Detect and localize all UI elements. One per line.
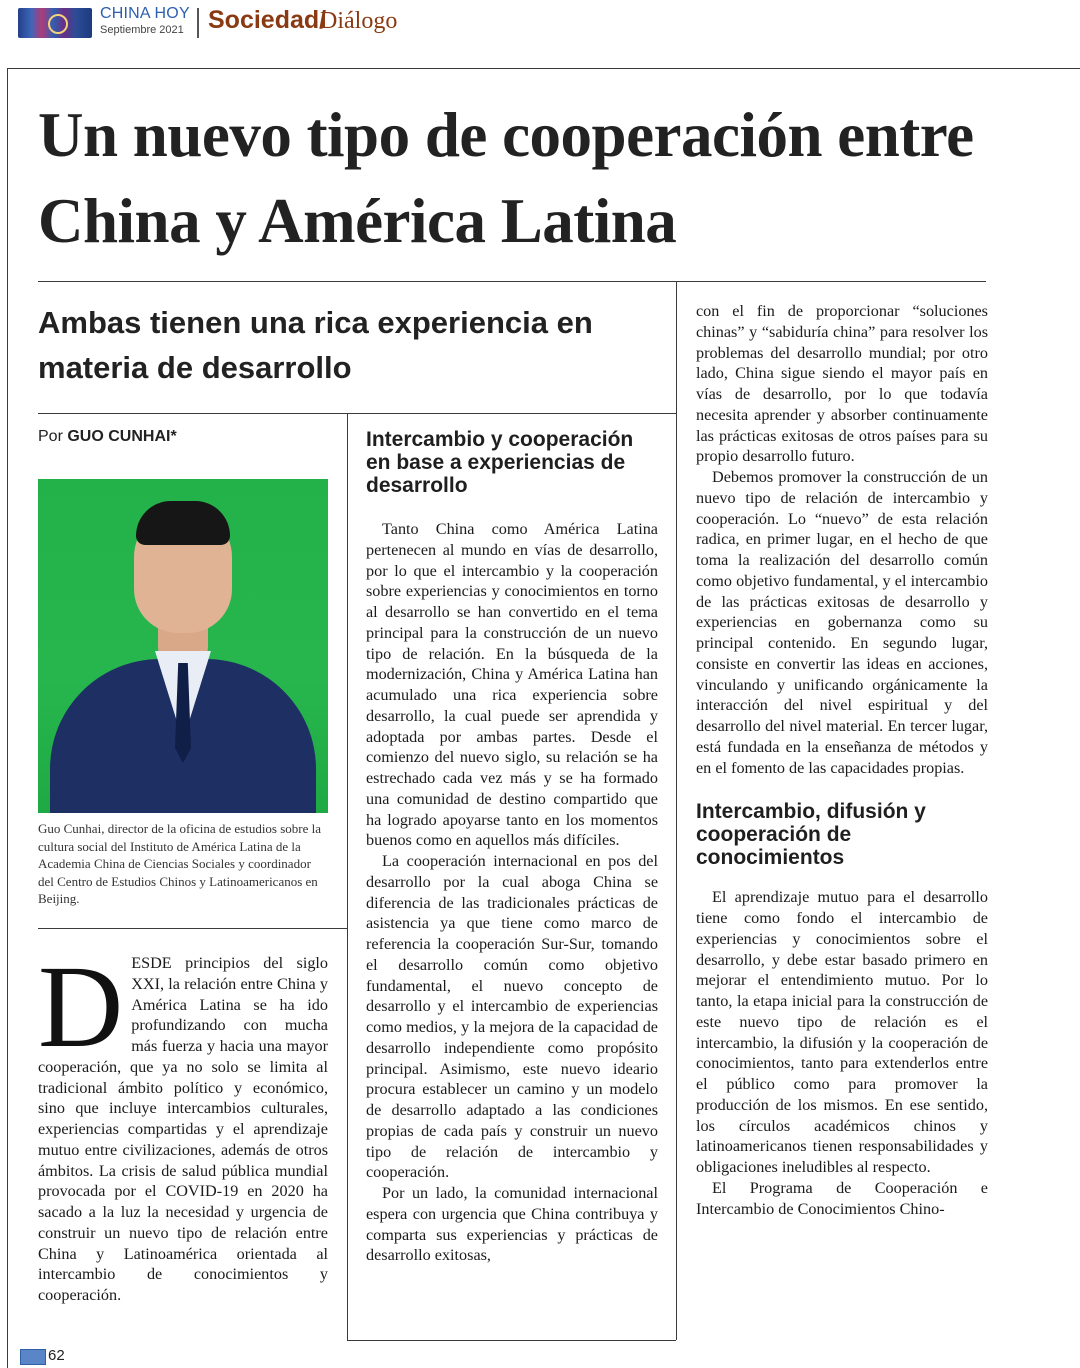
author-photo — [38, 479, 328, 813]
page-header — [0, 0, 1080, 68]
column-rule-right-upper — [676, 281, 677, 413]
column-rule-left — [347, 413, 348, 1340]
section-label: Sociedad/ — [208, 6, 327, 34]
author-name: GUO CUNHAI* — [67, 428, 177, 445]
paragraph: La cooperación internacional en pos del desarrollo por la cual aboga China se diferencia de las tradicionales prácticas de asistencia ya que tiene como marco de referencia la cooperación Sur-Sur, tomando el desarrollo común como objetivo fundamental, el nuevo concepto de desarrollo y el intercambio de experiencias como medios, y la mejora de la capacidad de desarrollo independiente como propósito principal. Asimismo, este nuevo ideario procura establecer un camino y un modelo de desarrollo adaptado a las condiciones propias de cada país y construir un nuevo tipo de relación de intercambio y cooperación. — [366, 852, 658, 1182]
section-heading: Intercambio, difusión y cooperación de conocimientos — [696, 800, 926, 870]
section-heading: Intercambio y cooperación en base a experiencias de desarrollo — [366, 428, 634, 497]
left-margin-rule — [7, 68, 8, 1368]
paragraph: ESDE principios del siglo XXI, la relación entre China y América Latina se ha ido profundizando con mucha más fuerza y hacia una mayor cooperación, que ya no solo se limita al tradicional ámbito político y económico, sino que incluye intercambios culturales, experiencias compartidas y el aprendizaje mutuo entre civilizaciones, además de otros ámbitos. La crisis de salud pública mundial provocada por el COVID-19 en 2020 ha sacado a la luz la necesidad y urgencia de construir un nuevo tipo de relación entre China y Latinoamérica orientada al intercambio de conocimientos y cooperación. — [38, 954, 328, 1304]
paragraph: El Programa de Cooperación e Intercambio de Conocimientos Chino- — [696, 1178, 988, 1218]
byline — [38, 428, 177, 446]
page-number: 62 — [48, 1347, 65, 1364]
article-title: Un nuevo tipo de cooperación entre China y América Latina — [38, 100, 974, 256]
issue-date: Septiembre 2021 — [100, 24, 184, 36]
caption-rule — [38, 928, 347, 929]
paragraph: Tanto China como América Latina pertenecen al mundo en vías de desarrollo, por lo que el intercambio y la cooperación sobre experiencias y conocimientos en torno al desarrollo se han convertido en el tema principal para la construcción de un nuevo tipo de relación. En la búsqueda de la modernización, China y América Latina han acumulado una rica experiencia sobre desarrollo, la cual puede ser aprendida y adoptada por ambas partes. Desde el comienzo del nuevo siglo, su relación se ha estrechado cada vez más y se ha formado una comunidad de destino compartido que ha logrado apoyarse tanto en los momentos buenos como en aquellos más difíciles. — [366, 520, 658, 850]
header-rule — [7, 68, 1080, 69]
header-separator — [197, 8, 199, 38]
paragraph: Por un lado, la comunidad internacional espera con urgencia que China contribuya y comparta sus experiencias y prácticas de desarrollo exitosas, — [366, 1184, 658, 1265]
magazine-name: CHINA HOY — [100, 5, 190, 22]
column-rule-right — [676, 413, 677, 1340]
title-rule — [38, 281, 986, 282]
bottom-rule — [347, 1340, 676, 1341]
photo-hair — [136, 501, 230, 545]
drop-cap: D — [38, 941, 124, 1072]
column-1-body — [38, 941, 328, 1306]
column-2 — [366, 428, 658, 1266]
magazine-icon — [20, 1349, 46, 1365]
byline-prefix: Por — [38, 428, 63, 445]
article-deck: Ambas tienen una rica experiencia en materia de desarrollo — [38, 305, 593, 385]
deck-rule — [38, 413, 676, 414]
paragraph: Debemos promover la construcción de un nuevo tipo de relación de intercambio y cooperación. Lo “nuevo” de esta relación radica, en primer lugar, en el hecho de que toma la realización del desarrollo común como objetivo fundamental, y el intercambio de las prácticas exitosas de desarrollo y experiencias en gobernanza como su principal contenido. En segundo lugar, consiste en convertir las ideas en acciones, vinculando y unificando orgánicamente la interacción del nivel espiritual y del desarrollo del nivel material. En tercer lugar, está fundada en la enseñanza de métodos y en el fomento de las capacidades propias. — [696, 468, 988, 777]
paragraph: El aprendizaje mutuo para el desarrollo tiene como fondo el intercambio de experiencias y conocimientos sobre el desarrollo, y debe estar basado primero en mejorar el entendimiento mutuo. Por lo tanto, la etapa inicial para la construcción de este nuevo tipo de relación es el intercambio, la difusión y la cooperación de conocimientos, tanto para extenderlos entre el público como para promover la producción de los mismos. En ese sentido, los círculos académicos chinos y latinoamericanos tienen responsabilidades y obligaciones ineludibles al respecto. — [696, 888, 988, 1176]
column-3 — [696, 301, 988, 1219]
subsection-label: Diálogo — [320, 8, 398, 34]
magazine-logo — [18, 8, 92, 38]
photo-caption: Guo Cunhai, director de la oficina de estudios sobre la cultura social del Instituto de América Latina de la Academia China de Ciencias Sociales y coordinador del Centro de Estudios Chinos y Latinoamericanos en Beijing. — [38, 821, 322, 906]
paragraph: con el fin de proporcionar “soluciones chinas” y “sabiduría china” para resolver los problemas del desarrollo mundial; por otro lado, China sigue siendo el mayor país en vías de desarrollo, por lo que todavía necesita aprender y absorber continuamente las prácticas exitosas de otros países para su propio desarrollo futuro. — [696, 302, 988, 466]
